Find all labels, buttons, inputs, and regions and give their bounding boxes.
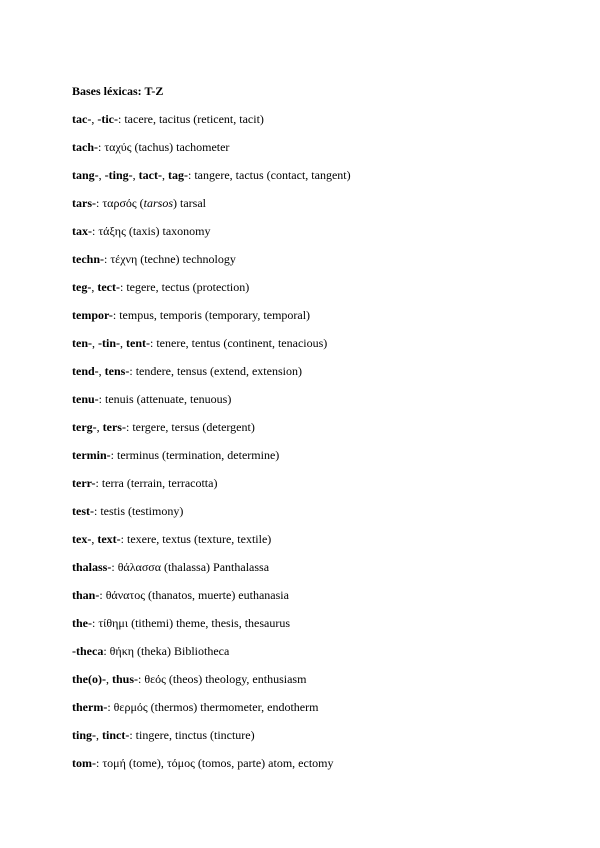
etymology-text: tempus, temporis (temporary, temporal) [119,308,311,322]
etymology-text: terra (terrain, terracotta) [101,476,218,490]
base-form: techn- [72,252,104,266]
entry-base [72,308,113,322]
entry-base [72,364,129,378]
entry-etymology [105,392,231,406]
colon-separator: : [138,672,145,686]
list-item [72,560,351,588]
base-form: tax- [72,224,92,238]
list-item [72,700,351,728]
list-item [72,448,351,476]
base-form: tend- [72,364,99,378]
base-form: terr- [72,476,96,490]
base-form: ten- [72,336,92,350]
etymology-text: tenuis (attenuate, tenuous) [105,392,232,406]
base-form: tect- [97,280,120,294]
base-form: tang- [72,168,99,182]
base-form: termin- [72,448,111,462]
entry-base [72,224,92,238]
etymology-text: terminus (termination, determine) [117,448,280,462]
base-form: -tin- [98,336,120,350]
list-item [72,420,351,448]
base-form: tact- [138,168,162,182]
entry-base [72,392,99,406]
base-form: test- [72,504,94,518]
separator: , [98,168,105,182]
entry-etymology [98,224,210,238]
list-item [72,112,351,140]
base-form: tinct- [102,728,130,742]
base-form: thalass- [72,560,112,574]
etymology-text: ταχύς (tachus) tachometer [104,140,230,154]
separator: , [96,728,102,742]
entry-base [72,504,94,518]
separator: , [96,420,103,434]
etymology-text: ) tarsal [173,196,206,210]
entry-base [72,168,188,182]
entry-etymology [118,560,269,574]
separator: , [91,532,98,546]
colon-separator: : [119,280,127,294]
colon-separator: : [107,700,114,714]
list-item [72,308,351,336]
list-item [72,364,351,392]
etymology-text: testis (testimony) [100,504,184,518]
list-item [72,588,351,616]
base-form: terg- [72,420,97,434]
entry-base [72,252,104,266]
base-form: tars- [72,196,96,210]
base-form: tex- [72,532,92,546]
entry-etymology [136,364,302,378]
etymology-text: θερμός (thermos) thermometer, endotherm [113,700,319,714]
etymology-text: tangere, tactus (contact, tangent) [194,168,351,182]
entry-etymology [156,336,327,350]
list-item [72,616,351,644]
entry-etymology [104,140,229,154]
base-form: than- [72,588,100,602]
colon-separator: : [129,364,136,378]
base-form: tens- [104,364,130,378]
etymology-text: ταρσός ( [102,196,144,210]
entry-base [72,700,107,714]
etymology-text: texere, textus (texture, textile) [127,532,272,546]
etymology-text: θάνατος (thanatos, muerte) euthanasia [105,588,289,602]
etymology-text: tegere, tectus (protection) [126,280,250,294]
etymology-text: θεός (theos) theology, enthusiasm [144,672,307,686]
entry-base [72,112,118,126]
list-item [72,392,351,420]
list-item [72,672,351,700]
etymology-text: tingere, tinctus (tincture) [135,728,255,742]
colon-separator: : [188,168,195,182]
list-item [72,756,351,784]
etymology-text: tergere, tersus (detergent) [132,420,255,434]
base-form: ters- [102,420,126,434]
entry-etymology [102,756,333,770]
colon-separator: : [112,308,120,322]
entry-base [72,644,103,658]
list-item [72,476,351,504]
separator: , [105,672,112,686]
base-form: tenu- [72,392,99,406]
entry-base [72,588,99,602]
colon-separator: : [125,420,133,434]
etymology-text: τίθημι (tithemi) theme, thesis, thesaurus [98,616,291,630]
base-form: -theca [72,644,104,658]
entry-base [72,532,121,546]
entry-etymology [102,476,218,490]
base-form: the- [72,616,92,630]
list-item [72,504,351,532]
base-form: tach- [72,140,98,154]
base-form: tac- [72,112,92,126]
etymology-text: tacere, tacitus (reticent, tacit) [124,112,264,126]
colon-separator: : [96,756,103,770]
entry-etymology [117,448,279,462]
list-item [72,728,351,756]
entry-base [72,560,111,574]
entry-base [72,672,138,686]
entry-etymology [132,420,255,434]
entry-etymology [114,700,319,714]
colon-separator: : [129,728,136,742]
entry-etymology [144,672,306,686]
entry-base [72,728,129,742]
list-item [72,336,351,364]
colon-separator: : [150,336,157,350]
entry-etymology [100,504,183,518]
separator: , [132,168,139,182]
entry-etymology [110,252,236,266]
base-form: teg- [72,280,92,294]
base-form: the(o)- [72,672,106,686]
entry-etymology [102,196,206,210]
colon-separator: : [99,588,106,602]
entry-base [72,140,98,154]
entry-etymology [126,280,249,294]
colon-separator: : [98,140,105,154]
colon-separator: : [111,560,118,574]
entry-etymology [194,168,350,182]
list-item [72,280,351,308]
entry-etymology [106,588,289,602]
separator: , [92,336,98,350]
etymology-text: θήκη (theka) Bibliotheca [109,644,230,658]
entry-base [72,448,111,462]
list-item [72,644,351,672]
etymology-text: tendere, tensus (extend, extension) [135,364,302,378]
base-form: text- [97,532,121,546]
base-form: -ting- [104,168,133,182]
colon-separator: : [104,252,111,266]
base-form: tom- [72,756,96,770]
colon-separator: : [110,448,117,462]
etymology-text: τάξης (taxis) taxonomy [98,224,211,238]
colon-separator: : [92,224,99,238]
colon-separator: : [96,196,103,210]
separator: , [91,280,98,294]
entry-etymology [98,616,290,630]
base-form: tempor- [72,308,113,322]
entry-base [72,196,96,210]
separator: , [120,336,126,350]
entry-base [72,280,120,294]
entry-base [72,756,96,770]
colon-separator: : [92,616,99,630]
lexical-base-list [72,112,351,784]
italic-transliteration: tarsos [143,196,174,210]
list-item [72,168,351,196]
colon-separator: : [120,532,127,546]
entry-base [72,420,126,434]
page-title: Bases léxicas: T-Z [72,84,164,98]
etymology-text: θάλασσα (thalassa) Panthalassa [117,560,270,574]
base-form: tent- [126,336,150,350]
entry-etymology [110,644,230,658]
list-item [72,532,351,560]
entry-etymology [127,532,271,546]
separator: , [91,112,98,126]
entry-etymology [124,112,264,126]
entry-etymology [136,728,255,742]
etymology-text: τέχνη (techne) technology [110,252,236,266]
base-form: thus- [111,672,138,686]
list-item [72,224,351,252]
etymology-text: tenere, tentus (continent, tenacious) [156,336,328,350]
colon-separator: : [103,644,110,658]
colon-separator: : [95,476,102,490]
entry-base [72,616,92,630]
separator: , [162,168,168,182]
base-form: tag- [168,168,188,182]
list-item [72,196,351,224]
separator: , [98,364,105,378]
colon-separator: : [98,392,106,406]
list-item [72,252,351,280]
entry-etymology [119,308,310,322]
base-form: ting- [72,728,96,742]
colon-separator: : [117,112,125,126]
entry-base [72,336,150,350]
base-form: -tic- [97,112,118,126]
entry-base [72,476,96,490]
base-form: therm- [72,700,108,714]
list-item [72,140,351,168]
etymology-text: τομή (tome), τόμος (tomos, parte) atom, ectomy [102,756,334,770]
colon-separator: : [93,504,101,518]
